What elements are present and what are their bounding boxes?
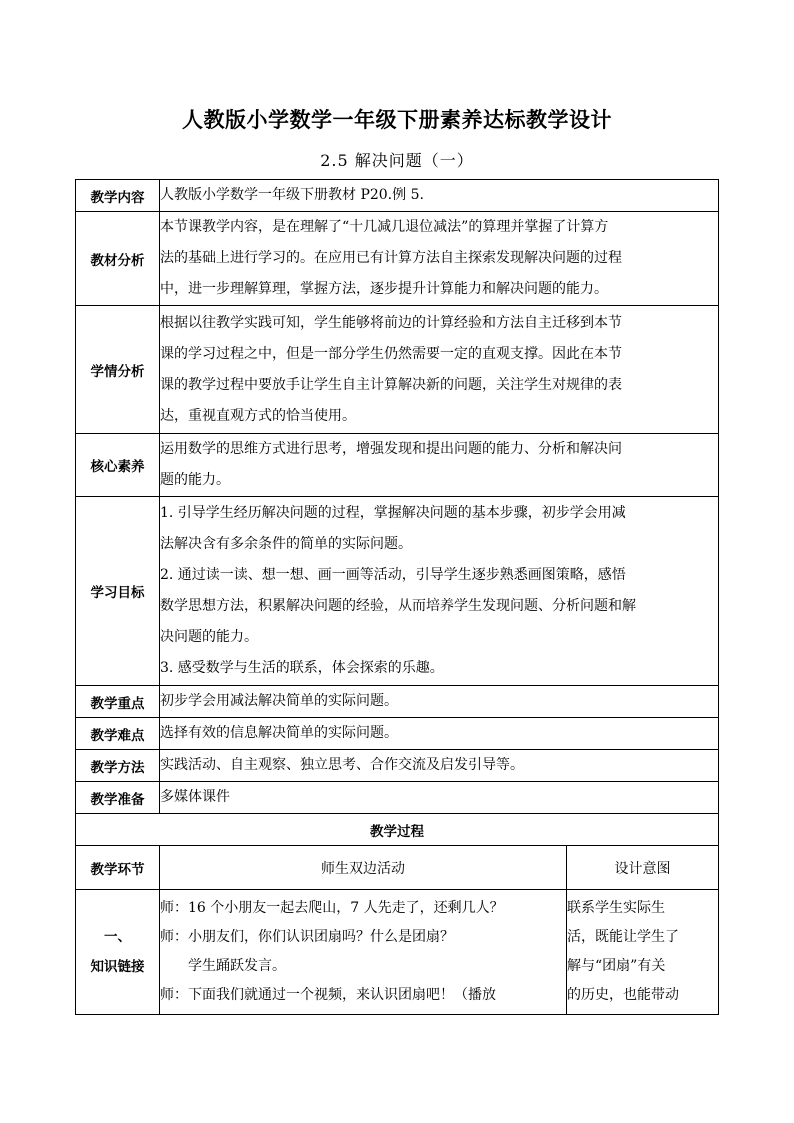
table-row <box>76 306 719 434</box>
activity-line: 学生踊跃发言。 <box>188 958 286 974</box>
lesson-plan-table <box>75 179 719 1015</box>
column-header-intent: 设计意图 <box>567 846 719 890</box>
intent-line: 的历史，也能带动 <box>567 987 679 1003</box>
row-content <box>160 212 719 306</box>
row-label: 教学内容 <box>76 180 160 212</box>
content-line: 决问题的能力。 <box>160 629 258 645</box>
column-header-activity: 师生双边活动 <box>160 846 567 890</box>
activity-line: 师：下面我们就通过一个视频，来认识团扇吧！（播放 <box>160 987 496 1003</box>
table-row <box>76 212 719 306</box>
row-content <box>160 686 719 718</box>
content-line: 3. 感受数学与生活的联系，体会探索的乐趣。 <box>160 660 444 676</box>
row-label: 教材分析 <box>76 212 160 306</box>
content-line: 选择有效的信息解决简单的实际问题。 <box>160 725 398 741</box>
process-stage-row <box>76 890 719 1015</box>
activity-cell <box>160 890 567 1015</box>
row-label: 教学准备 <box>76 782 160 814</box>
row-content <box>160 434 719 497</box>
process-heading-row <box>76 814 719 846</box>
content-line: 题的能力。 <box>160 472 230 488</box>
stage-label <box>76 890 160 1015</box>
intent-line: 联系学生实际生 <box>567 900 665 916</box>
content-line: 多媒体课件 <box>160 789 230 805</box>
row-content <box>160 306 719 434</box>
content-line: 运用数学的思维方式进行思考，增强发现和提出问题的能力、分析和解决问 <box>160 441 622 457</box>
row-label: 教学难点 <box>76 718 160 750</box>
content-line: 法的基础上进行学习的。在应用已有计算方法自主探索发现解决问题的过程 <box>160 250 622 266</box>
content-line: 法解决含有多余条件的简单的实际问题。 <box>160 536 412 552</box>
table-row <box>76 782 719 814</box>
table-row <box>76 497 719 686</box>
row-content <box>160 718 719 750</box>
row-content <box>160 750 719 782</box>
process-heading: 教学过程 <box>76 814 719 846</box>
content-line: 人教版小学数学一年级下册教材 P20.例 5. <box>160 187 424 203</box>
content-line: 2. 通过读一读、想一想、画一画等活动，引导学生逐步熟悉画图策略，感悟 <box>160 567 626 583</box>
table-row <box>76 750 719 782</box>
content-line: 本节课教学内容，是在理解了“十几减几退位减法”的算理并掌握了计算方 <box>160 219 609 235</box>
intent-line: 解与“团扇”有关 <box>567 958 666 974</box>
table-row <box>76 718 719 750</box>
row-label: 学习目标 <box>76 497 160 686</box>
content-line: 数学思想方法，积累解决问题的经验，从而培养学生发现问题、分析问题和解 <box>160 598 636 614</box>
content-line: 中，进一步理解算理，掌握方法，逐步提升计算能力和解决问题的能力。 <box>160 281 608 297</box>
stage-name: 知识链接 <box>90 959 145 975</box>
content-line: 实践活动、自主观察、独立思考、合作交流及启发引导等。 <box>160 757 524 773</box>
row-label: 学情分析 <box>76 306 160 434</box>
stage-number: 一、 <box>104 929 131 945</box>
content-line: 课的学习过程之中，但是一部分学生仍然需要一定的直观支撑。因此在本节 <box>160 345 622 362</box>
row-label: 教学方法 <box>76 750 160 782</box>
table-row <box>76 686 719 718</box>
content-line: 课的教学过程中要放手让学生自主计算解决新的问题，关注学生对规律的表 <box>160 376 622 393</box>
table-row <box>76 434 719 497</box>
content-line: 达，重视直观方式的恰当使用。 <box>160 407 356 424</box>
document-title: 人教版小学数学一年级下册素养达标教学设计 <box>182 108 612 132</box>
content-line: 根据以往教学实践可知，学生能够将前边的计算经验和方法自主迁移到本节 <box>160 314 622 331</box>
process-column-header-row <box>76 846 719 890</box>
activity-line: 师：16 个小朋友一起去爬山，7 人先走了，还剩几人？ <box>160 900 504 916</box>
row-label: 教学重点 <box>76 686 160 718</box>
activity-line: 师：小朋友们，你们认识团扇吗？什么是团扇？ <box>160 929 454 945</box>
content-line: 1. 引导学生经历解决问题的过程，掌握解决问题的基本步骤，初步学会用减 <box>160 505 626 521</box>
row-content <box>160 180 719 212</box>
content-line: 初步学会用减法解决简单的实际问题。 <box>160 693 398 709</box>
row-content <box>160 782 719 814</box>
row-content <box>160 497 719 686</box>
intent-cell <box>567 890 719 1015</box>
row-label: 核心素养 <box>76 434 160 497</box>
column-header-stage: 教学环节 <box>76 846 160 890</box>
intent-line: 活，既能让学生了 <box>567 929 679 945</box>
document-subtitle: 2.5 解决问题（一） <box>320 151 474 170</box>
table-row <box>76 180 719 212</box>
